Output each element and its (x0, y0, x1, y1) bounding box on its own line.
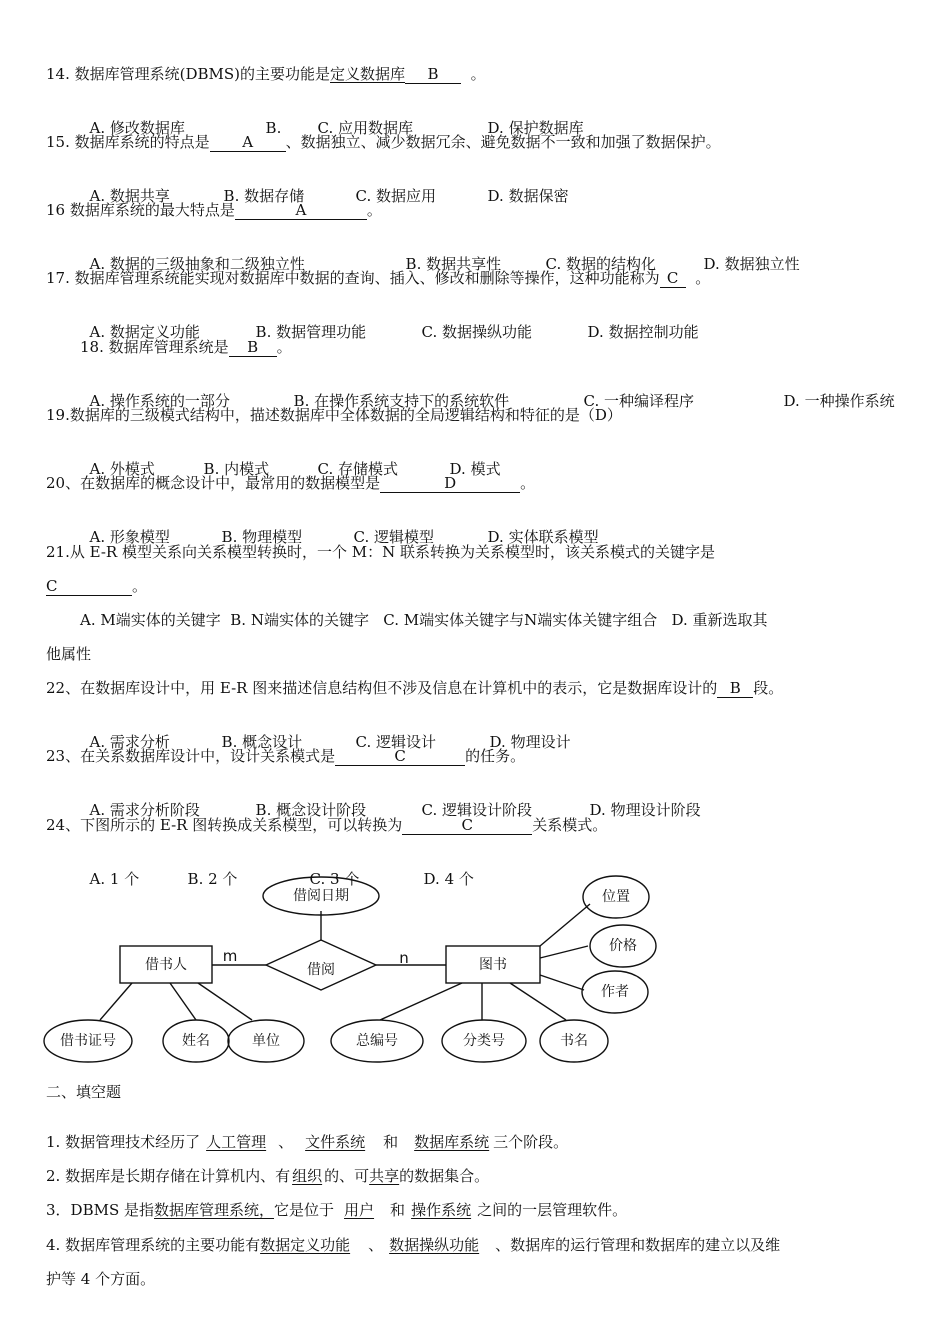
q22-option-b[interactable]: B. 概念设计 (221, 733, 303, 751)
q22-answer-blank[interactable]: B (717, 679, 753, 698)
q20-answer-blank[interactable]: D (380, 474, 520, 493)
q18-answer-blank[interactable]: B (229, 338, 277, 357)
q14-option-c[interactable]: C. 应用数据库 (317, 119, 414, 137)
q16-option-c[interactable]: C. 数据的结构化 (545, 255, 657, 273)
entity-borrower-label: 借书人 (145, 957, 187, 973)
fill4-answer-2[interactable]: 数据操纵功能 (389, 1236, 480, 1254)
attr-location-label: 位置 (602, 889, 630, 905)
cardinality-n: n (399, 949, 409, 967)
q15-option-a[interactable]: A. 数据共享 (89, 187, 170, 205)
q14-stem: 14. 数据库管理系统(DBMS)的主要功能是定义数据库 B 。 (46, 65, 486, 83)
edge-borrower-cardno (100, 983, 132, 1020)
fill4-answer-1[interactable]: 数据定义功能 (260, 1236, 351, 1254)
fill2: 2. 数据库是长期存储在计算机内、有 组织 的、可共享的数据集合。 (46, 1167, 490, 1185)
q23-answer-blank[interactable]: C (335, 747, 465, 766)
q16-option-d[interactable]: D. 数据独立性 (703, 255, 800, 273)
q16-answer-blank[interactable]: A (235, 201, 367, 220)
fill4: 4. 数据库管理系统的主要功能有数据定义功能 、 数据操纵功能 、数据库的运行管理和数据库的建立以及维 (46, 1236, 781, 1254)
q20-option-b[interactable]: B. 物理模型 (221, 528, 303, 546)
edge-book-price (540, 946, 588, 958)
fill2-answer-1[interactable]: 组织 (292, 1167, 323, 1185)
edge-book-author (540, 975, 584, 990)
entity-book-label: 图书 (479, 957, 507, 973)
attr-name-label: 姓名 (182, 1033, 210, 1049)
fill1-answer-1[interactable]: 人工管理 (206, 1133, 267, 1151)
q15-option-b[interactable]: B. 数据存储 (223, 187, 305, 205)
q23-stem: 23、在关系数据库设计中，设计关系模式是 C 的任务。 (46, 747, 526, 765)
fill1: 1. 数据管理技术经历了 人工管理 、 文件系统 和 数据库系统 三个阶段。 (46, 1133, 569, 1151)
fill3-answer-3[interactable]: 操作系统 (411, 1201, 472, 1219)
q23-option-c[interactable]: C. 逻辑设计阶段 (421, 801, 533, 819)
fill1-answer-3[interactable]: 数据库系统 (414, 1133, 490, 1151)
q23-option-a[interactable]: A. 需求分析阶段 (89, 801, 200, 819)
q23-options (80, 780, 701, 820)
q19-stem: 19.数据库的三级模式结构中，描述数据库中全体数据的全局逻辑结构和特征的是（D） (46, 406, 622, 424)
q18-option-c[interactable]: C. 一种编译程序 (583, 392, 695, 410)
q19-option-a[interactable]: A. 外模式 (89, 460, 155, 478)
q23-option-d[interactable]: D. 物理设计阶段 (589, 801, 701, 819)
edge-borrower-name (170, 983, 196, 1020)
fill2-answer-2[interactable]: 共享 (369, 1167, 400, 1185)
q16-option-a[interactable]: A. 数据的三级抽象和二级独立性 (89, 255, 305, 273)
q17-option-c[interactable]: C. 数据操纵功能 (421, 323, 533, 341)
q18-option-a[interactable]: A. 操作系统的一部分 (89, 392, 230, 410)
q17-option-d[interactable]: D. 数据控制功能 (587, 323, 699, 341)
edge-book-location (540, 904, 590, 946)
q22-option-d[interactable]: D. 物理设计 (489, 733, 571, 751)
q14-option-a[interactable]: A. 修改数据库 (89, 119, 185, 137)
q18-option-b[interactable]: B. 在操作系统支持下的系统软件 (293, 392, 510, 410)
section2-title: 二、填空题 (46, 1083, 122, 1101)
q21-answer-line: C 。 (46, 577, 148, 595)
q17-options (80, 302, 699, 342)
q22-option-c[interactable]: C. 逻辑设计 (355, 733, 437, 751)
attr-borrow-date-label: 借阅日期 (293, 888, 349, 904)
cardinality-m: m (222, 947, 238, 965)
fill3-answer-2[interactable]: 用户 (344, 1201, 375, 1219)
q24-stem: 24、下图所示的 E-R 图转换成关系模型，可以转换为 C 关系模式。 (46, 816, 608, 834)
q22-option-a[interactable]: A. 需求分析 (89, 733, 170, 751)
q16-stem: 16 数据库系统的最大特点是 A 。 (46, 201, 382, 219)
q20-option-d[interactable]: D. 实体联系模型 (487, 528, 599, 546)
q17-option-a[interactable]: A. 数据定义功能 (89, 323, 200, 341)
q24-option-a[interactable]: A. 1 个 (89, 870, 140, 888)
q14-option-b[interactable]: B. (265, 119, 282, 137)
attr-unit-label: 单位 (252, 1033, 280, 1049)
relation-borrow-label: 借阅 (307, 962, 335, 978)
q15-stem: 15. 数据库系统的特点是 A 、数据独立、减少数据冗余、避免数据不一致和加强了数据保护。 (46, 133, 721, 151)
fill4-continued: 护等 4 个方面。 (46, 1270, 156, 1288)
attr-total-no-label: 总编号 (356, 1033, 398, 1049)
attr-author-label: 作者 (601, 984, 629, 1000)
edge-book-title (510, 983, 566, 1020)
q14-underlined: 定义数据库 (330, 65, 406, 83)
q18-option-d[interactable]: D. 一种操作系统 (783, 392, 895, 410)
q17-stem: 17. 数据库管理系统能实现对数据库中数据的查询、插入、修改和删除等操作，这种功能称为 C 。 (46, 269, 711, 287)
q22-stem: 22、在数据库设计中，用 E-R 图来描述信息结构但不涉及信息在计算机中的表示，它是数据库设计的 B 段。 (46, 679, 784, 697)
q19-option-c[interactable]: C. 存储模式 (317, 460, 399, 478)
q15-option-d[interactable]: D. 数据保密 (487, 187, 569, 205)
q21-stem: 21.从 E-R 模型关系向关系模型转换时，一个 M：N 联系转换为关系模型时，该关系模式的关键字是 (46, 543, 716, 561)
q15-answer-blank[interactable]: A (210, 133, 286, 152)
q20-options (80, 507, 599, 547)
er-diagram (0, 868, 950, 1068)
q21-options-continued: 他属性 (46, 645, 92, 663)
edge-borrower-unit (198, 983, 252, 1020)
fill3: 3．DBMS 是指数据库管理系统，它是位于 用户 和 操作系统 之间的一层管理软件。 (46, 1201, 628, 1219)
q20-option-a[interactable]: A. 形象模型 (89, 528, 170, 546)
attr-book-title-label: 书名 (560, 1033, 588, 1049)
q20-stem: 20、在数据库的概念设计中，最常用的数据模型是 D 。 (46, 474, 536, 492)
q23-option-b[interactable]: B. 概念设计阶段 (255, 801, 367, 819)
edge-book-totalno (380, 983, 462, 1020)
q17-answer-blank[interactable]: C (660, 269, 686, 288)
fill3-answer-1[interactable]: 数据库管理系统， (154, 1201, 275, 1219)
q14-text: 14. 数据库管理系统(DBMS)的主要功能是 (46, 65, 331, 83)
q20-option-c[interactable]: C. 逻辑模型 (353, 528, 435, 546)
q21-options: A. M端实体的关键字 B. N端实体的关键字 C. M端实体关键字与N端实体关键字组合 D. 重新选取其 (80, 611, 768, 629)
q24-option-d[interactable]: D. 4 个 (423, 870, 474, 888)
q14-answer-blank[interactable]: B (405, 65, 461, 84)
q19-option-d[interactable]: D. 模式 (449, 460, 501, 478)
q24-option-b[interactable]: B. 2 个 (187, 870, 238, 888)
q21-answer-blank[interactable]: C (46, 577, 132, 596)
q18-stem: 18. 数据库管理系统是 B 。 (80, 338, 292, 356)
fill1-answer-2[interactable]: 文件系统 (305, 1133, 366, 1151)
q17-option-b[interactable]: B. 数据管理功能 (255, 323, 367, 341)
q24-answer-blank[interactable]: C (402, 816, 532, 835)
attr-price-label: 价格 (609, 938, 637, 954)
q15-option-c[interactable]: C. 数据应用 (355, 187, 437, 205)
attr-card-no-label: 借书证号 (60, 1033, 116, 1049)
q19-option-b[interactable]: B. 内模式 (203, 460, 270, 478)
attr-class-no-label: 分类号 (463, 1033, 505, 1049)
q24-option-c[interactable]: C. 3 个 (309, 870, 360, 888)
q14-option-d[interactable]: D. 保护数据库 (487, 119, 584, 137)
q16-option-b[interactable]: B. 数据共享性 (405, 255, 502, 273)
